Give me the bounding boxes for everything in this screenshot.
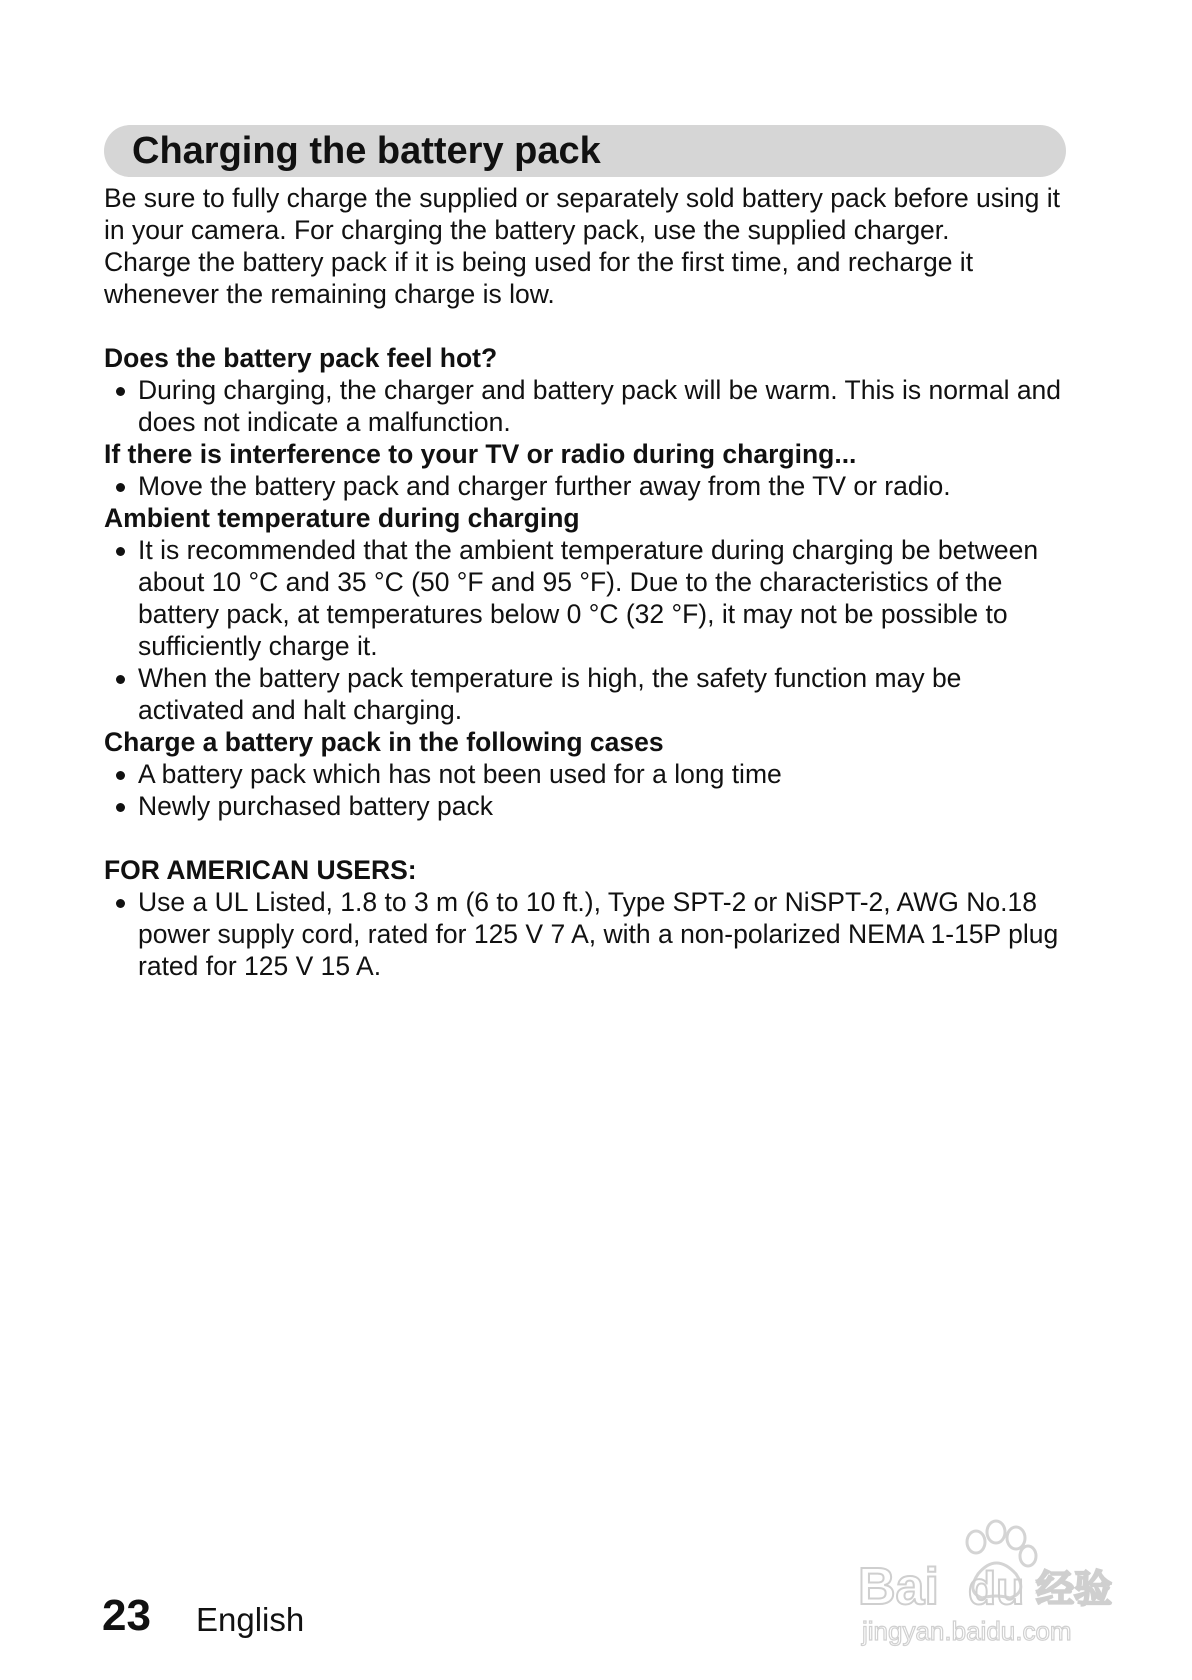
bullet-item — [104, 790, 1074, 822]
section-heading: Does the battery pack feel hot? — [104, 343, 498, 373]
page-language: English — [196, 1601, 305, 1638]
bullet-dot-icon — [116, 803, 125, 812]
svg-text:jingyan.baidu.com: jingyan.baidu.com — [862, 1616, 1072, 1646]
bullet-item — [104, 886, 1074, 982]
main-content — [104, 182, 1074, 982]
section-heading: Charge a battery pack in the following cases — [104, 727, 664, 757]
bullet-text: It is recommended that the ambient temperature during charging be between about 10 °C and 35 °C (50 °F and 95 °F). Due to the characteristics of the battery pack, at temperatures below 0 °C (32 °F), it may not be possible to sufficiently charge it. — [138, 535, 1039, 661]
bullet-dot-icon — [116, 771, 125, 780]
bullet-text: When the battery pack temperature is high, the safety function may be activated and halt charging. — [138, 663, 962, 725]
section-heading: Ambient temperature during charging — [104, 503, 580, 533]
bullet-item — [104, 534, 1074, 662]
bullet-item — [104, 470, 1074, 502]
bullet-item — [104, 374, 1074, 438]
bullet-dot-icon — [116, 547, 125, 556]
baidu-watermark-logo — [850, 1512, 1140, 1652]
svg-text:经验: 经验 — [1036, 1567, 1113, 1611]
bullet-text: A battery pack which has not been used for a long time — [138, 759, 782, 789]
intro-paragraph: Charge the battery pack if it is being used for the first time, and recharge it whenever the remaining charge is low. — [104, 247, 974, 309]
bullet-dot-icon — [116, 387, 125, 396]
svg-text:du: du — [968, 1562, 1025, 1614]
svg-text:Bai: Bai — [858, 1558, 939, 1616]
bullet-text: Use a UL Listed, 1.8 to 3 m (6 to 10 ft.), Type SPT-2 or NiSPT-2, AWG No.18 power supply cord, rated for 125 V 7 A, with a non-polarized NEMA 1-15P plug rated for 125 V 15 A. — [138, 887, 1059, 981]
bullet-text: Newly purchased battery pack — [138, 791, 493, 821]
page-title: Charging the battery pack — [132, 130, 601, 172]
bullet-item — [104, 662, 1074, 726]
section-heading: If there is interference to your TV or radio during charging... — [104, 439, 857, 469]
bullet-dot-icon — [116, 899, 125, 908]
page-number: 23 — [102, 1591, 151, 1640]
intro-paragraph: Be sure to fully charge the supplied or separately sold battery pack before using it in your camera. For charging the battery pack, use the supplied charger. — [104, 183, 1061, 245]
bullet-dot-icon — [116, 675, 125, 684]
bullet-dot-icon — [116, 483, 125, 492]
bullet-text: During charging, the charger and battery pack will be warm. This is normal and does not indicate a malfunction. — [138, 375, 1062, 437]
american-users-heading: FOR AMERICAN USERS: — [104, 855, 417, 885]
bullet-text: Move the battery pack and charger further away from the TV or radio. — [138, 471, 951, 501]
section-title-bar — [104, 125, 1066, 177]
bullet-item — [104, 758, 1074, 790]
